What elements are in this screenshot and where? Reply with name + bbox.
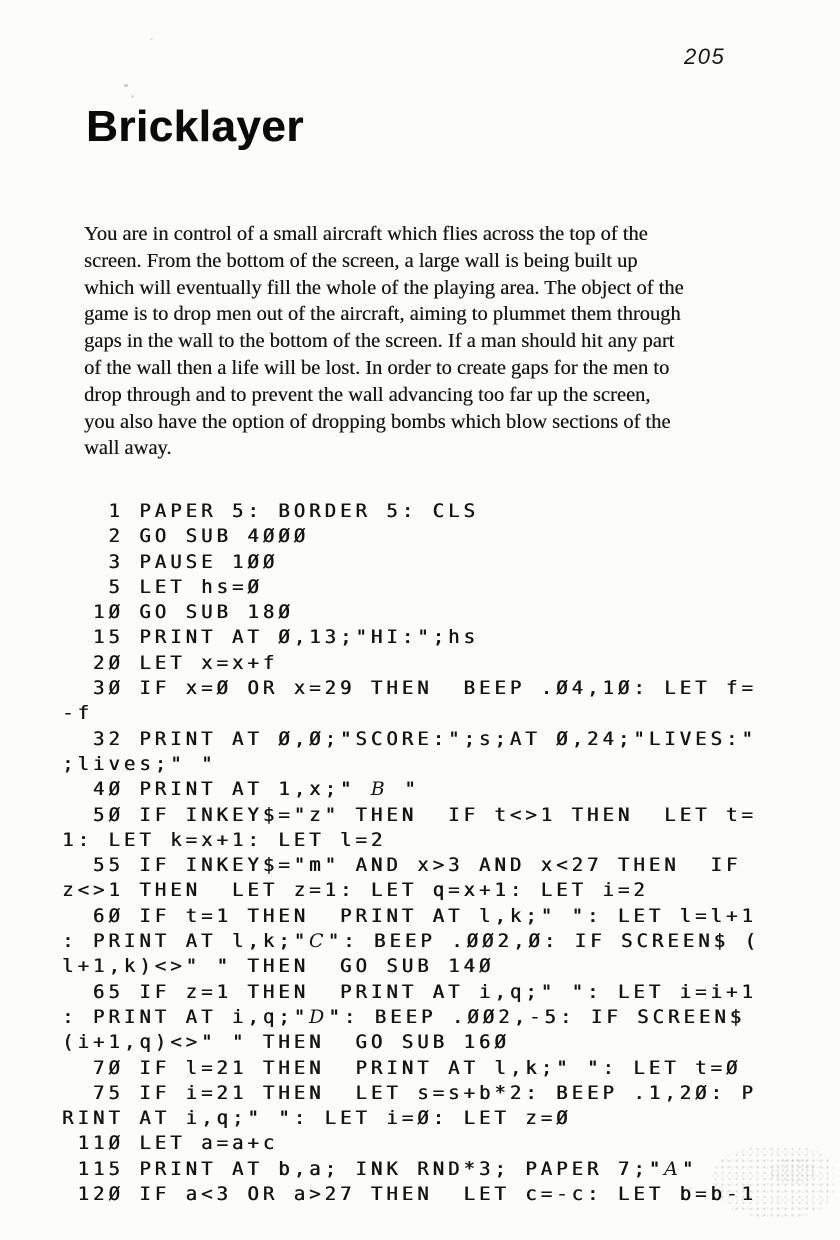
code-text: 7Ø IF l=21 THEN PRINT AT l,k;" ": LET t=Ø (62, 1056, 742, 1079)
code-line (62, 1056, 760, 1081)
code-text: : PRINT AT i,q;" (62, 1005, 310, 1028)
paragraph-line: drop through and to prevent the wall advancing too far up the screen, (84, 383, 651, 406)
print-speck (131, 95, 134, 98)
code-text: 12Ø IF a<3 OR a>27 THEN LET c=-c: LET b=b-1 (62, 1183, 757, 1206)
code-line (62, 651, 760, 676)
code-text: l+1,k)<>" " THEN GO SUB 14Ø (62, 955, 495, 978)
paragraph-line: gaps in the wall to the bottom of the screen. If a man should hit any part (84, 330, 675, 353)
code-text: 75 IF i=21 THEN LET s=s+b*2: BEEP .1,2Ø: P (62, 1081, 757, 1104)
code-text: 3Ø IF x=Ø OR x=29 THEN BEEP .Ø4,1Ø: LET f= (62, 677, 757, 700)
code-text: RINT AT i,q;" ": LET i=Ø: LET z=Ø (62, 1107, 572, 1130)
code-text: 65 IF z=1 THEN PRINT AT i,q;" ": LET i=i+1 (62, 980, 757, 1003)
paragraph-line: screen. From the bottom of the screen, a large wall is being built up (84, 249, 638, 272)
code-text: ;lives;" " (62, 752, 217, 775)
code-line (62, 980, 760, 1005)
code-text: 1Ø GO SUB 18Ø (62, 601, 294, 624)
code-line (62, 1030, 760, 1055)
code-text: (i+1,q)<>" " THEN GO SUB 16Ø (62, 1031, 510, 1054)
code-text: z<>1 THEN LET z=1: LET q=x+1: LET i=2 (62, 879, 649, 902)
code-line (62, 1081, 760, 1106)
code-line (62, 600, 760, 625)
code-text: 1 PAPER 5: BORDER 5: CLS (62, 500, 479, 522)
code-line (62, 878, 760, 903)
print-speck (124, 84, 128, 87)
code-line (62, 1182, 760, 1207)
code-line (62, 904, 760, 929)
code-text: " (681, 1157, 698, 1180)
code-text: 55 IF INKEY$="m" AND x>3 AND x<27 THEN IF (62, 854, 742, 877)
code-line (62, 752, 760, 777)
code-text: 6Ø IF t=1 THEN PRINT AT l,k;" ": LET l=l+1 (62, 904, 757, 927)
code-line (62, 625, 760, 650)
code-text: 11Ø LET a=a+c (62, 1132, 279, 1155)
paragraph-line: you also have the option of dropping bombs which blow sections of the (84, 410, 671, 433)
code-line (62, 575, 760, 600)
code-text: 2Ø LET x=x+f (62, 651, 279, 674)
paragraph-line: You are in control of a small aircraft which flies across the top of the (84, 223, 648, 245)
udg-glyph: A (664, 1157, 682, 1180)
code-line (62, 524, 760, 549)
page-title: Bricklayer (86, 102, 304, 151)
code-text: 15 PRINT AT Ø,13;"HI:";hs (62, 626, 479, 649)
code-line (62, 954, 760, 979)
code-line (62, 1106, 760, 1131)
code-line (62, 828, 760, 853)
paragraph-line: wall away. (84, 437, 172, 460)
code-line (62, 550, 760, 575)
game-description (84, 221, 684, 462)
code-line (62, 929, 760, 954)
code-line (62, 1005, 760, 1030)
code-text: 115 PRINT AT b,a; INK RND*3; PAPER 7;" (62, 1157, 665, 1180)
basic-listing (62, 499, 760, 1207)
code-line (62, 1131, 760, 1156)
paragraph-line: which will eventually fill the whole of the playing area. The object of the (84, 276, 684, 299)
code-text: -f (62, 702, 93, 725)
code-text: 2 GO SUB 4ØØØ (62, 525, 310, 548)
udg-glyph: B (370, 778, 389, 801)
code-line (62, 803, 760, 828)
code-line (62, 499, 760, 524)
code-line (62, 676, 760, 701)
code-line (62, 1157, 760, 1182)
code-text: 1: LET k=x+1: LET l=2 (62, 828, 387, 851)
code-text: 5Ø IF INKEY$="z" THEN IF t<>1 THEN LET t= (62, 803, 757, 826)
scan-noise (712, 1146, 834, 1218)
code-text: " (388, 778, 420, 801)
code-line (62, 853, 760, 878)
code-text: : PRINT AT l,k;" (62, 930, 310, 953)
paragraph-line: game is to drop men out of the aircraft, aiming to plummet them through (84, 303, 681, 326)
code-text: ": BEEP .ØØ2,Ø: IF SCREEN$ ( (327, 930, 760, 953)
code-text: 3 PAUSE 1ØØ (62, 550, 279, 573)
code-line (62, 727, 760, 752)
paragraph-line: of the wall then a life will be lost. In order to create gaps for the men to (84, 356, 670, 379)
code-text: 4Ø PRINT AT 1,x;" (62, 778, 371, 801)
udg-glyph: C (309, 930, 328, 953)
print-speck (150, 38, 153, 40)
udg-glyph: D (309, 1005, 329, 1028)
code-text: 5 LET hs=Ø (62, 575, 263, 598)
code-line (62, 777, 760, 802)
code-text: 32 PRINT AT Ø,Ø;"SCORE:";s;AT Ø,24;"LIVES:" (62, 727, 757, 750)
page-number: 205 (684, 44, 726, 69)
code-text: ": BEEP .ØØ2,-5: IF SCREEN$ (328, 1005, 746, 1028)
code-line (62, 701, 760, 726)
scan-noise (770, 1158, 816, 1184)
